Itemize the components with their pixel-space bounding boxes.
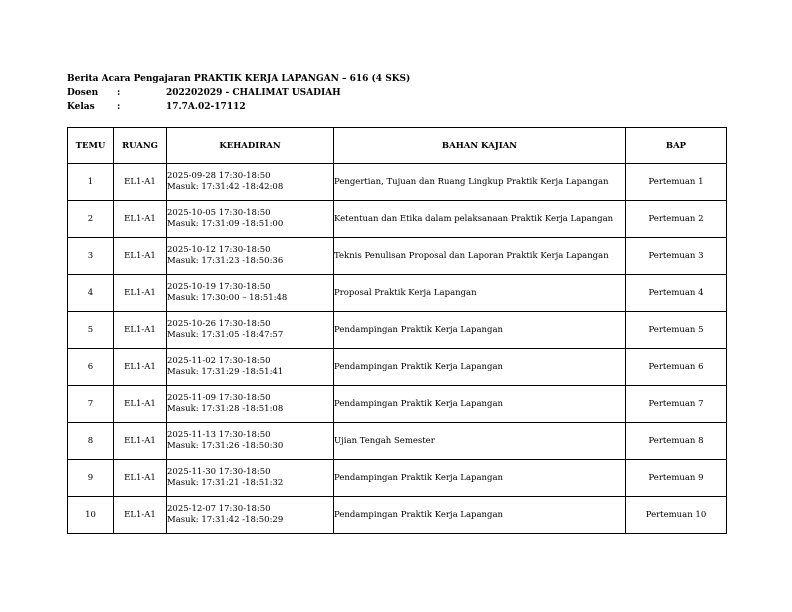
attendance-table [67, 127, 727, 534]
temu-cell: 3 [68, 238, 114, 275]
jadwal-text: 2025-11-09 17:30-18:50 [167, 393, 271, 403]
dosen-value: 202202029 - CHALIMAT USADIAH [166, 88, 341, 98]
table-header-row [68, 128, 727, 164]
table-row [68, 275, 727, 312]
bap-cell: Pertemuan 6 [626, 349, 727, 386]
temu-cell: 1 [68, 164, 114, 201]
temu-cell: 2 [68, 201, 114, 238]
bahan-kajian-cell: Pendampingan Praktik Kerja Lapangan [334, 460, 626, 497]
jadwal-text: 2025-09-28 17:30-18:50 [167, 171, 271, 181]
table-row [68, 460, 727, 497]
table-row [68, 386, 727, 423]
ruang-cell: EL1-A1 [114, 349, 167, 386]
bap-cell: Pertemuan 1 [626, 164, 727, 201]
kehadiran-cell [167, 423, 334, 460]
bahan-kajian-cell: Pendampingan Praktik Kerja Lapangan [334, 312, 626, 349]
dosen-label: Dosen [67, 88, 99, 98]
document-header [67, 72, 410, 114]
temu-cell: 6 [68, 349, 114, 386]
table-row [68, 312, 727, 349]
kehadiran-cell [167, 497, 334, 534]
ruang-cell: EL1-A1 [114, 386, 167, 423]
masuk-text: Masuk: 17:31:05 -18:47:57 [167, 330, 284, 340]
kelas-row [67, 100, 410, 114]
bahan-kajian-cell: Ketentuan dan Etika dalam pelaksanaan Praktik Kerja Lapangan [334, 201, 626, 238]
ruang-cell: EL1-A1 [114, 275, 167, 312]
table-row [68, 349, 727, 386]
table-row [68, 238, 727, 275]
kehadiran-cell [167, 460, 334, 497]
bahan-kajian-cell: Proposal Praktik Kerja Lapangan [334, 275, 626, 312]
bahan-kajian-cell: Ujian Tengah Semester [334, 423, 626, 460]
masuk-text: Masuk: 17:31:42 -18:42:08 [167, 182, 284, 192]
kehadiran-cell [167, 201, 334, 238]
header-bap: BAP [626, 128, 727, 164]
header-temu: TEMU [68, 128, 114, 164]
kehadiran-cell [167, 164, 334, 201]
kehadiran-cell [167, 349, 334, 386]
ruang-cell: EL1-A1 [114, 497, 167, 534]
jadwal-text: 2025-11-30 17:30-18:50 [167, 467, 271, 477]
bahan-kajian-cell: Pendampingan Praktik Kerja Lapangan [334, 349, 626, 386]
temu-cell: 7 [68, 386, 114, 423]
jadwal-text: 2025-10-05 17:30-18:50 [167, 208, 271, 218]
masuk-text: Masuk: 17:31:29 -18:51:41 [167, 367, 284, 377]
kehadiran-cell [167, 386, 334, 423]
document-title: Berita Acara Pengajaran PRAKTIK KERJA LAPANGAN – 616 (4 SKS) [67, 74, 411, 84]
jadwal-text: 2025-10-19 17:30-18:50 [167, 282, 271, 292]
kelas-label: Kelas [67, 102, 95, 112]
temu-cell: 8 [68, 423, 114, 460]
bap-cell: Pertemuan 8 [626, 423, 727, 460]
ruang-cell: EL1-A1 [114, 201, 167, 238]
masuk-text: Masuk: 17:31:23 -18:50:36 [167, 256, 284, 266]
masuk-text: Masuk: 17:31:26 -18:50:30 [167, 441, 284, 451]
ruang-cell: EL1-A1 [114, 460, 167, 497]
ruang-cell: EL1-A1 [114, 312, 167, 349]
header-ruang: RUANG [114, 128, 167, 164]
jadwal-text: 2025-10-12 17:30-18:50 [167, 245, 271, 255]
masuk-text: Masuk: 17:31:09 -18:51:00 [167, 219, 284, 229]
bap-cell: Pertemuan 4 [626, 275, 727, 312]
table-body [68, 164, 727, 534]
kelas-value: 17.7A.02-17112 [166, 102, 246, 112]
jadwal-text: 2025-12-07 17:30-18:50 [167, 504, 271, 514]
temu-cell: 4 [68, 275, 114, 312]
bahan-kajian-cell: Pendampingan Praktik Kerja Lapangan [334, 386, 626, 423]
kehadiran-cell [167, 238, 334, 275]
temu-cell: 10 [68, 497, 114, 534]
masuk-text: Masuk: 17:31:28 -18:51:08 [167, 404, 284, 414]
kehadiran-cell [167, 275, 334, 312]
ruang-cell: EL1-A1 [114, 164, 167, 201]
table-row [68, 497, 727, 534]
masuk-text: Masuk: 17:31:42 -18:50:29 [167, 515, 284, 525]
bap-cell: Pertemuan 2 [626, 201, 727, 238]
masuk-text: Masuk: 17:30:00 – 18:51:48 [167, 293, 288, 303]
bahan-kajian-cell: Teknis Penulisan Proposal dan Laporan Praktik Kerja Lapangan [334, 238, 626, 275]
bap-cell: Pertemuan 10 [626, 497, 727, 534]
ruang-cell: EL1-A1 [114, 238, 167, 275]
bahan-kajian-cell: Pendampingan Praktik Kerja Lapangan [334, 497, 626, 534]
bap-cell: Pertemuan 3 [626, 238, 727, 275]
header-bahan-kajian: BAHAN KAJIAN [334, 128, 626, 164]
bahan-kajian-cell: Pengertian, Tujuan dan Ruang Lingkup Praktik Kerja Lapangan [334, 164, 626, 201]
table-row [68, 423, 727, 460]
masuk-text: Masuk: 17:31:21 -18:51:32 [167, 478, 284, 488]
table-row [68, 201, 727, 238]
kelas-colon: : [117, 102, 121, 112]
jadwal-text: 2025-11-13 17:30-18:50 [167, 430, 271, 440]
bap-cell: Pertemuan 5 [626, 312, 727, 349]
temu-cell: 5 [68, 312, 114, 349]
dosen-colon: : [117, 88, 121, 98]
temu-cell: 9 [68, 460, 114, 497]
header-kehadiran: KEHADIRAN [167, 128, 334, 164]
jadwal-text: 2025-10-26 17:30-18:50 [167, 319, 271, 329]
kehadiran-cell [167, 312, 334, 349]
bap-cell: Pertemuan 9 [626, 460, 727, 497]
jadwal-text: 2025-11-02 17:30-18:50 [167, 356, 271, 366]
ruang-cell: EL1-A1 [114, 423, 167, 460]
table-row [68, 164, 727, 201]
bap-cell: Pertemuan 7 [626, 386, 727, 423]
dosen-row [67, 86, 410, 100]
